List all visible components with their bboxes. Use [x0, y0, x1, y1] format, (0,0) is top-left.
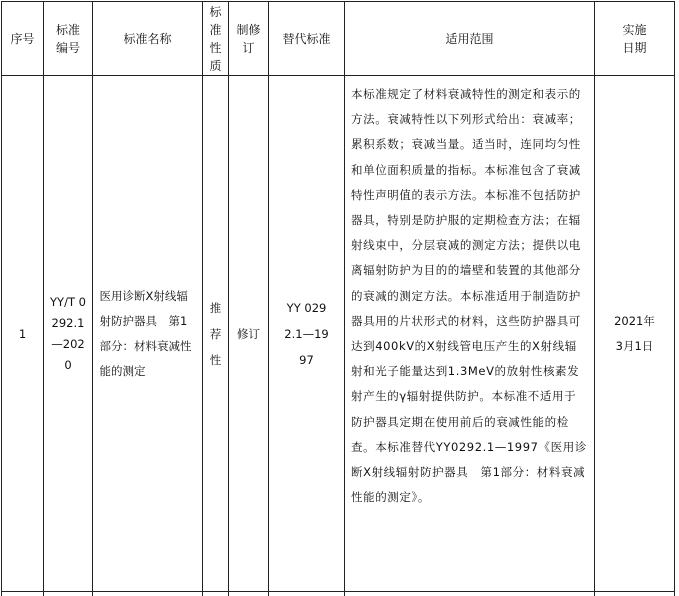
cell-code: YY/T 0292.1—2020 — [44, 76, 93, 592]
header-revision: 制修订 — [229, 2, 269, 76]
header-type: 标准性质 — [203, 2, 229, 76]
header-replaces: 替代标准 — [269, 2, 345, 76]
cell-replaces: YY 0292.1—1997 — [269, 76, 345, 592]
header-date: 实施日期 — [595, 2, 675, 76]
header-code: 标准编号 — [44, 2, 93, 76]
table-header-row — [2, 2, 675, 76]
header-name: 标准名称 — [93, 2, 203, 76]
table-row-continuation — [2, 592, 675, 596]
header-no: 序号 — [2, 2, 44, 76]
cell-no: 1 — [2, 76, 44, 592]
standards-table — [1, 1, 675, 596]
cell-date: 2021年3月1日 — [595, 76, 675, 592]
cell-revision: 修订 — [229, 76, 269, 592]
cell-name: 医用诊断X射线辐射防护器具 第1部分：材料衰减性能的测定 — [93, 76, 203, 592]
cell-type: 推荐性 — [203, 76, 229, 592]
header-scope: 适用范围 — [345, 2, 595, 76]
cell-scope: 本标准规定了材料衰减特性的测定和表示的方法。衰减特性以下列形式给出：衰减率；累积系数；衰减当量。适当时，连同均匀性和单位面积质量的指标。本标准包含了衰减特性声明值的表示方法。本标准不包括防护器具，特别是防护服的定期检查方法；在辐射线束中，分层衰减的测定方法；提供以电离辐射防护为目的的墙壁和装置的其他部分的衰减的测定方法。本标准适用于制造防护器具用的片状形式的材料，这些防护器具可达到400kV的X射线管电压产生的X射线辐射和光子能量达到1.3MeV的放射性核素发射产生的γ辐射提供防护。本标准不适用于防护器具定期在使用前后的衰减性能的检查。本标准替代YY0292.1—1997《医用诊断X射线辐射防护器具 第1部分：材料衰减性能的测定》。 — [345, 76, 595, 592]
table-row — [2, 76, 675, 592]
